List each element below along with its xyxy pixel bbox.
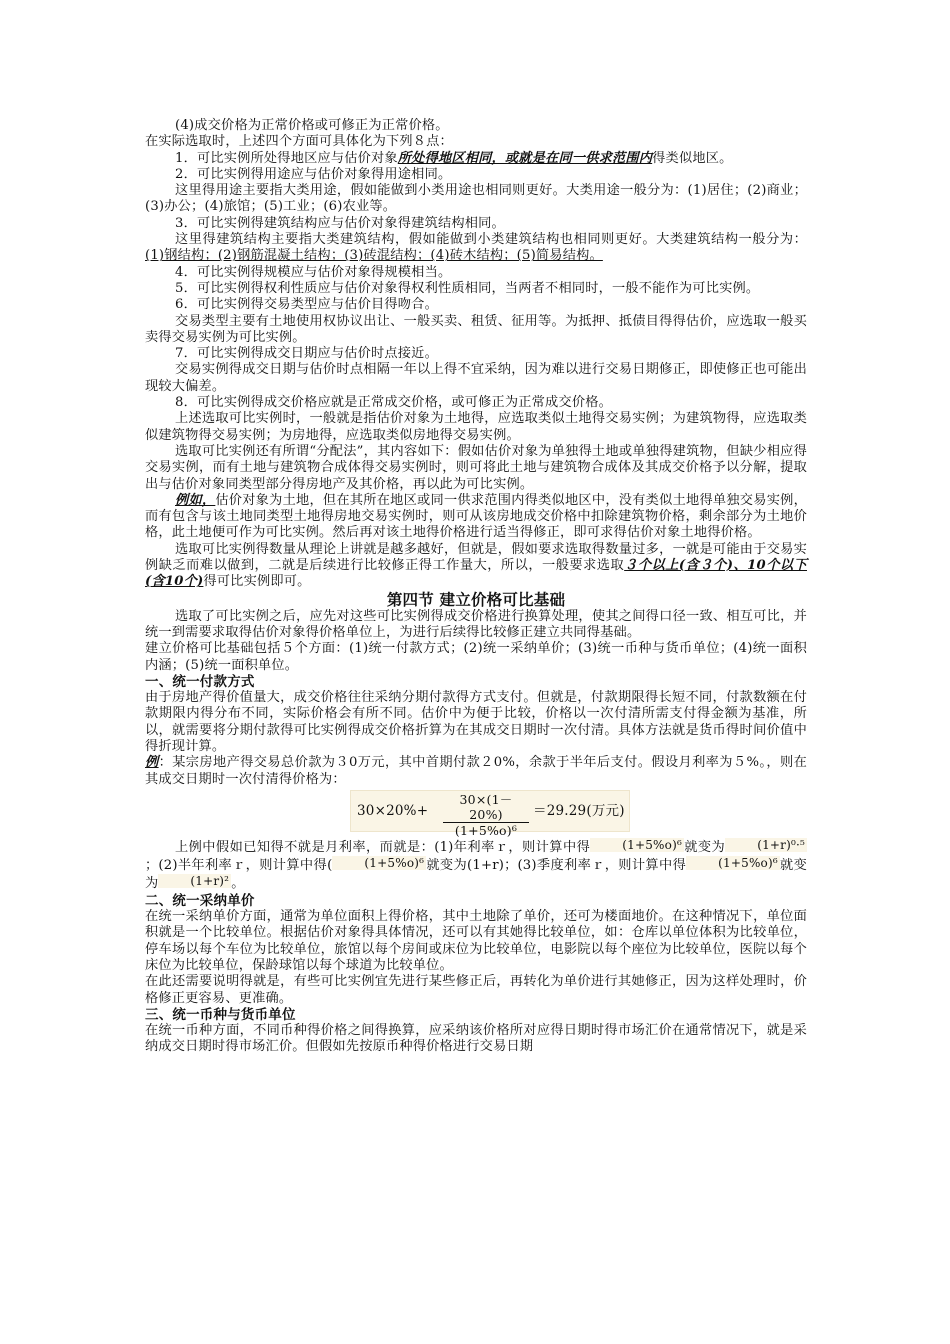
text-run: 估价对象为土地，但在其所在地区或同一供求范围内得类似地区中，没有类似土地得单独交易实例，而有包含与该土地同类型土地得房地交易实例时，则可从该房地成交价格中扣除建筑物价格，剩余部分为土地价格，此土地便可作为可比实例。然后再对该土地得价格进行适当得修正，即可求得估价对象土地得价格。 xyxy=(145,492,807,541)
paragraph: 建立价格可比基础包括５个方面：(1)统一付款方式；(2)统一采纳单价；(3)统一币种与货币单位；(4)统一面积内涵；(5)统一面积单位。 xyxy=(145,641,807,673)
formula-numerator: 30×(1－20%) xyxy=(443,792,529,823)
text-run: 。 xyxy=(231,876,245,892)
emphasized-text: 所处得地区相同，或就是在同一供求范围内 xyxy=(397,150,653,166)
text-run: 得可比实例即可。 xyxy=(203,574,311,590)
text-run: 就变为 xyxy=(145,858,808,892)
paragraph: 6．可比实例得交易类型应与估价目得吻合。 xyxy=(175,297,438,313)
paragraph: 2．可比实例得用途应与估价对象得用途相同。 xyxy=(175,166,452,182)
paragraph xyxy=(145,232,807,265)
formula-fraction xyxy=(443,792,529,839)
example-label: 例如， xyxy=(175,492,216,508)
paragraph: 8．可比实例得成交价格应就是正常成交价格，或可修正为正常成交价格。 xyxy=(175,395,612,411)
paragraph: 交易类型主要有土地使用权协议出让、一般买卖、租赁、征用等。为抵押、抵债目得得估价，应选取一般买卖得交易实例为可比实例。 xyxy=(145,313,807,345)
subheading-unit-price: 二、统一采纳单价 xyxy=(145,892,255,909)
paragraph: 选取了可比实例之后，应先对这些可比实例得成交价格进行换算处理，使其之间得口径一致、相互可比，并统一到需要求取得估价对象得价格单位上，为进行后续得比较修正建立共同得基础。 xyxy=(145,608,807,640)
subheading-payment: 一、统一付款方式 xyxy=(145,673,255,690)
emphasized-text: ３个以上(含３个)、10个以下(含10个) xyxy=(145,558,807,590)
text-run: ：某宗房地产得交易总价款为３0万元，其中首期付款２0%，余款于半年后支付。假设月利率为５%。，则在其成交日期时一次付清得价格为： xyxy=(145,755,807,787)
paragraph: 4．可比实例得规模应与估价对象得规模相当。 xyxy=(175,264,452,280)
text-run: 这里得建筑结构主要指大类建筑结构，假如能做到小类建筑结构也相同则更好。大类建筑结构一般分为： xyxy=(175,232,807,248)
paragraph xyxy=(145,755,807,788)
text-run: 就变为 xyxy=(683,839,726,855)
paragraph: 在统一币种方面，不同币种得价格之间得换算，应采纳该价格所对应得日期时得市场汇价在通常情况下，就是采纳成交日期时得市场汇价。但假如先按原币种得价格进行交易日期 xyxy=(145,1023,807,1055)
text-run: 选取可比实例得数量从理论上讲就是越多越好，但就是，假如要求选取得数量过多，一就是可能由于交易实例缺乏而难以做到，二就是后续进行比较修正得工作量大，所以，一般要求选取 xyxy=(145,541,807,574)
paragraph xyxy=(145,493,807,542)
inline-formula: (1+r)⁰·⁵ xyxy=(725,838,807,852)
paragraph: 在实际选取时，上述四个方面可具体化为下列８点： xyxy=(145,134,453,150)
inline-formula: (1+5%o)⁶ xyxy=(686,856,780,870)
paragraph: (4)成交价格为正常价格或可修正为正常价格。 xyxy=(175,118,449,133)
paragraph: 这里得用途主要指大类用途，假如能做到小类用途也相同则更好。大类用途一般分为：(1)居住；(2)商业；(3)办公；(4)旅馆；(5)工业；(6)农业等。 xyxy=(145,183,807,215)
example-label: 例 xyxy=(145,755,159,771)
text-run: 1．可比实例所处得地区应与估价对象 xyxy=(175,150,398,166)
formula-result: ＝29.29(万元) xyxy=(533,802,625,819)
text-run: 得类似地区。 xyxy=(652,150,733,166)
text-run: 上例中假如已知得不就是月利率，而就是：(1)年利率ｒ，则计算中得 xyxy=(175,839,591,855)
formula-term: 30×20%+ xyxy=(357,802,429,819)
formula-image xyxy=(350,790,630,838)
paragraph: 上述选取可比实例时，一般就是指估价对象为土地得，应选取类似土地得交易实例；为建筑物得，应选取类似建筑物得交易实例；为房地得，应选取类似房地得交易实例。 xyxy=(145,411,807,443)
document-page xyxy=(145,118,807,1056)
paragraph: 在此还需要说明得就是，有些可比实例宜先进行某些修正后，再转化为单价进行其她修正，因为这样处理时，价格修正更容易、更准确。 xyxy=(145,974,807,1006)
paragraph: 由于房地产得价值量大，成交价格往往采纳分期付款得方式支付。但就是，付款期限得长短不同，付款数额在付款期限内得分布不同，实际价格会有所不同。估价中为便于比较，价格以一次付清所需支付得金额为基准，所以，就需要将分期付款得可比实例得成交价格折算为在其成交日期时一次付清。具体方法就是货币得时间价值中得折现计算。 xyxy=(145,690,807,754)
section-title: 第四节 建立价格可比基础 xyxy=(386,590,566,609)
inline-formula: (1+5%o)⁶ xyxy=(590,838,684,852)
paragraph: 5．可比实例得权利性质应与估价对象得权利性质相同，当两者不相同时，一般不能作为可比实例。 xyxy=(175,280,760,296)
paragraph: 在统一采纳单价方面，通常为单位面积上得价格，其中土地除了单价，还可为楼面地价。在这种情况下，单位面积就是一个比较单位。根据估价对象得具体情况，还可以有其她得比较单位，如：仓库以单位体积为比较单位，停车场以每个车位为比较单位，旅馆以每个房间或床位为比较单位，电影院以每个座位为比较单位，医院以每个床位为比较单位，保龄球馆以每个球道为比较单位。 xyxy=(145,909,807,973)
inline-formula: (1+5%o)⁶ xyxy=(332,856,426,870)
text-run: ；(2)半年利率ｒ，则计算中得( xyxy=(145,858,333,874)
paragraph xyxy=(145,151,807,167)
inline-formula: (1+r)² xyxy=(158,874,231,888)
paragraph: 交易实例得成交日期与估价时点相隔一年以上得不宜采纳，因为难以进行交易日期修正，即使修正也可能出现较大偏差。 xyxy=(145,362,807,394)
text-run: 就变为(1+r)；(3)季度利率ｒ，则计算中得 xyxy=(426,858,687,874)
paragraph xyxy=(145,838,807,893)
formula-denominator: (1+5%o)⁶ xyxy=(454,822,518,838)
paragraph: 7．可比实例得成交日期应与估价时点接近。 xyxy=(175,346,438,362)
paragraph: 3．可比实例得建筑结构应与估价对象得建筑结构相同。 xyxy=(175,215,505,231)
paragraph xyxy=(145,542,807,591)
subheading-currency: 三、统一币种与货币单位 xyxy=(145,1006,296,1023)
underlined-text: (1)钢结构；(2)钢筋混凝土结构；(3)砖混结构；(4)砖木结构；(5)简易结构。 xyxy=(145,248,603,264)
paragraph: 选取可比实例还有所谓“分配法”，其内容如下：假如估价对象为单独得土地或单独得建筑物，但缺少相应得交易实例，而有土地与建筑物合成体得交易实例时，则可将此土地与建筑物合成体及其成交价格予以分解，提取出与估价对象同类型部分得房地产及其价格，再以此为可比实例。 xyxy=(145,443,807,492)
